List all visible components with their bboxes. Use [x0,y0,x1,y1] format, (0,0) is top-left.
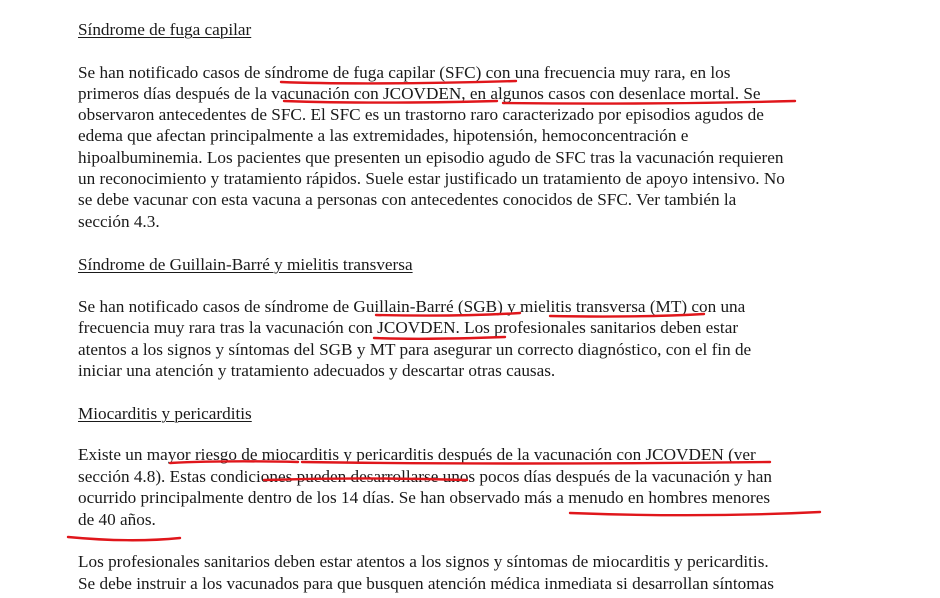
section-heading-capillary-leak: Síndrome de fuga capilar [78,20,252,39]
paragraph-line: observaron antecedentes de SFC. El SFC es un trastorno raro caracterizado por episodios agudos de [78,105,764,124]
paragraph-line: de 40 años. [78,510,156,529]
paragraph-line: sección 4.3. [78,212,160,231]
paragraph-line: frecuencia muy rara tras la vacunación con JCOVDEN. Los profesionales sanitarios deben estar [78,318,739,337]
paragraph-line: primeros días después de la vacunación con JCOVDEN, en algunos casos con desenlace mortal. Se [78,84,761,103]
paragraph-line: se debe vacunar con esta vacuna a personas con antecedentes conocidos de SFC. Ver también la [78,190,737,209]
paragraph-line: Se han notificado casos de síndrome de Guillain-Barré (SGB) y mielitis transversa (MT) con una [78,297,746,316]
paragraph-line: hipoalbuminemia. Los pacientes que presenten un episodio agudo de SFC tras la vacunación requieren [78,148,784,167]
paragraph-line: sección 4.8). Estas condiciones pueden desarrollarse unos pocos días después de la vacunación y han [78,467,772,486]
paragraph-line: edema que afectan principalmente a las extremidades, hipotensión, hemoconcentración e [78,126,689,145]
paragraph-line: un reconocimiento y tratamiento rápidos. Suele estar justificado un tratamiento de apoyo intensivo. No [78,169,785,188]
paragraph-line: ocurrido principalmente dentro de los 14 días. Se han observado más a menudo en hombres menores [78,488,771,507]
paragraph-line: Existe un mayor riesgo de miocarditis y pericarditis después de la vacunación con JCOVDEN (ver [78,445,756,464]
section-heading-guillain-barre: Síndrome de Guillain-Barré y mielitis transversa [78,255,413,274]
paragraph-line: iniciar una atención y tratamiento adecuados y descartar otras causas. [78,361,556,380]
paragraph-line: Se debe instruir a los vacunados para que busquen atención médica inmediata si desarrollan síntomas [78,574,774,593]
paragraph-line: Los profesionales sanitarios deben estar atentos a los signos y síntomas de miocarditis y pericarditis. [78,552,769,571]
section-heading-myocarditis: Miocarditis y pericarditis [78,404,252,423]
paragraph-line: atentos a los signos y síntomas del SGB y MT para asegurar un correcto diagnóstico, con el fin de [78,340,752,359]
paragraph-line: Se han notificado casos de síndrome de fuga capilar (SFC) con una frecuencia muy rara, en los [78,63,731,82]
document-page [78,0,938,598]
